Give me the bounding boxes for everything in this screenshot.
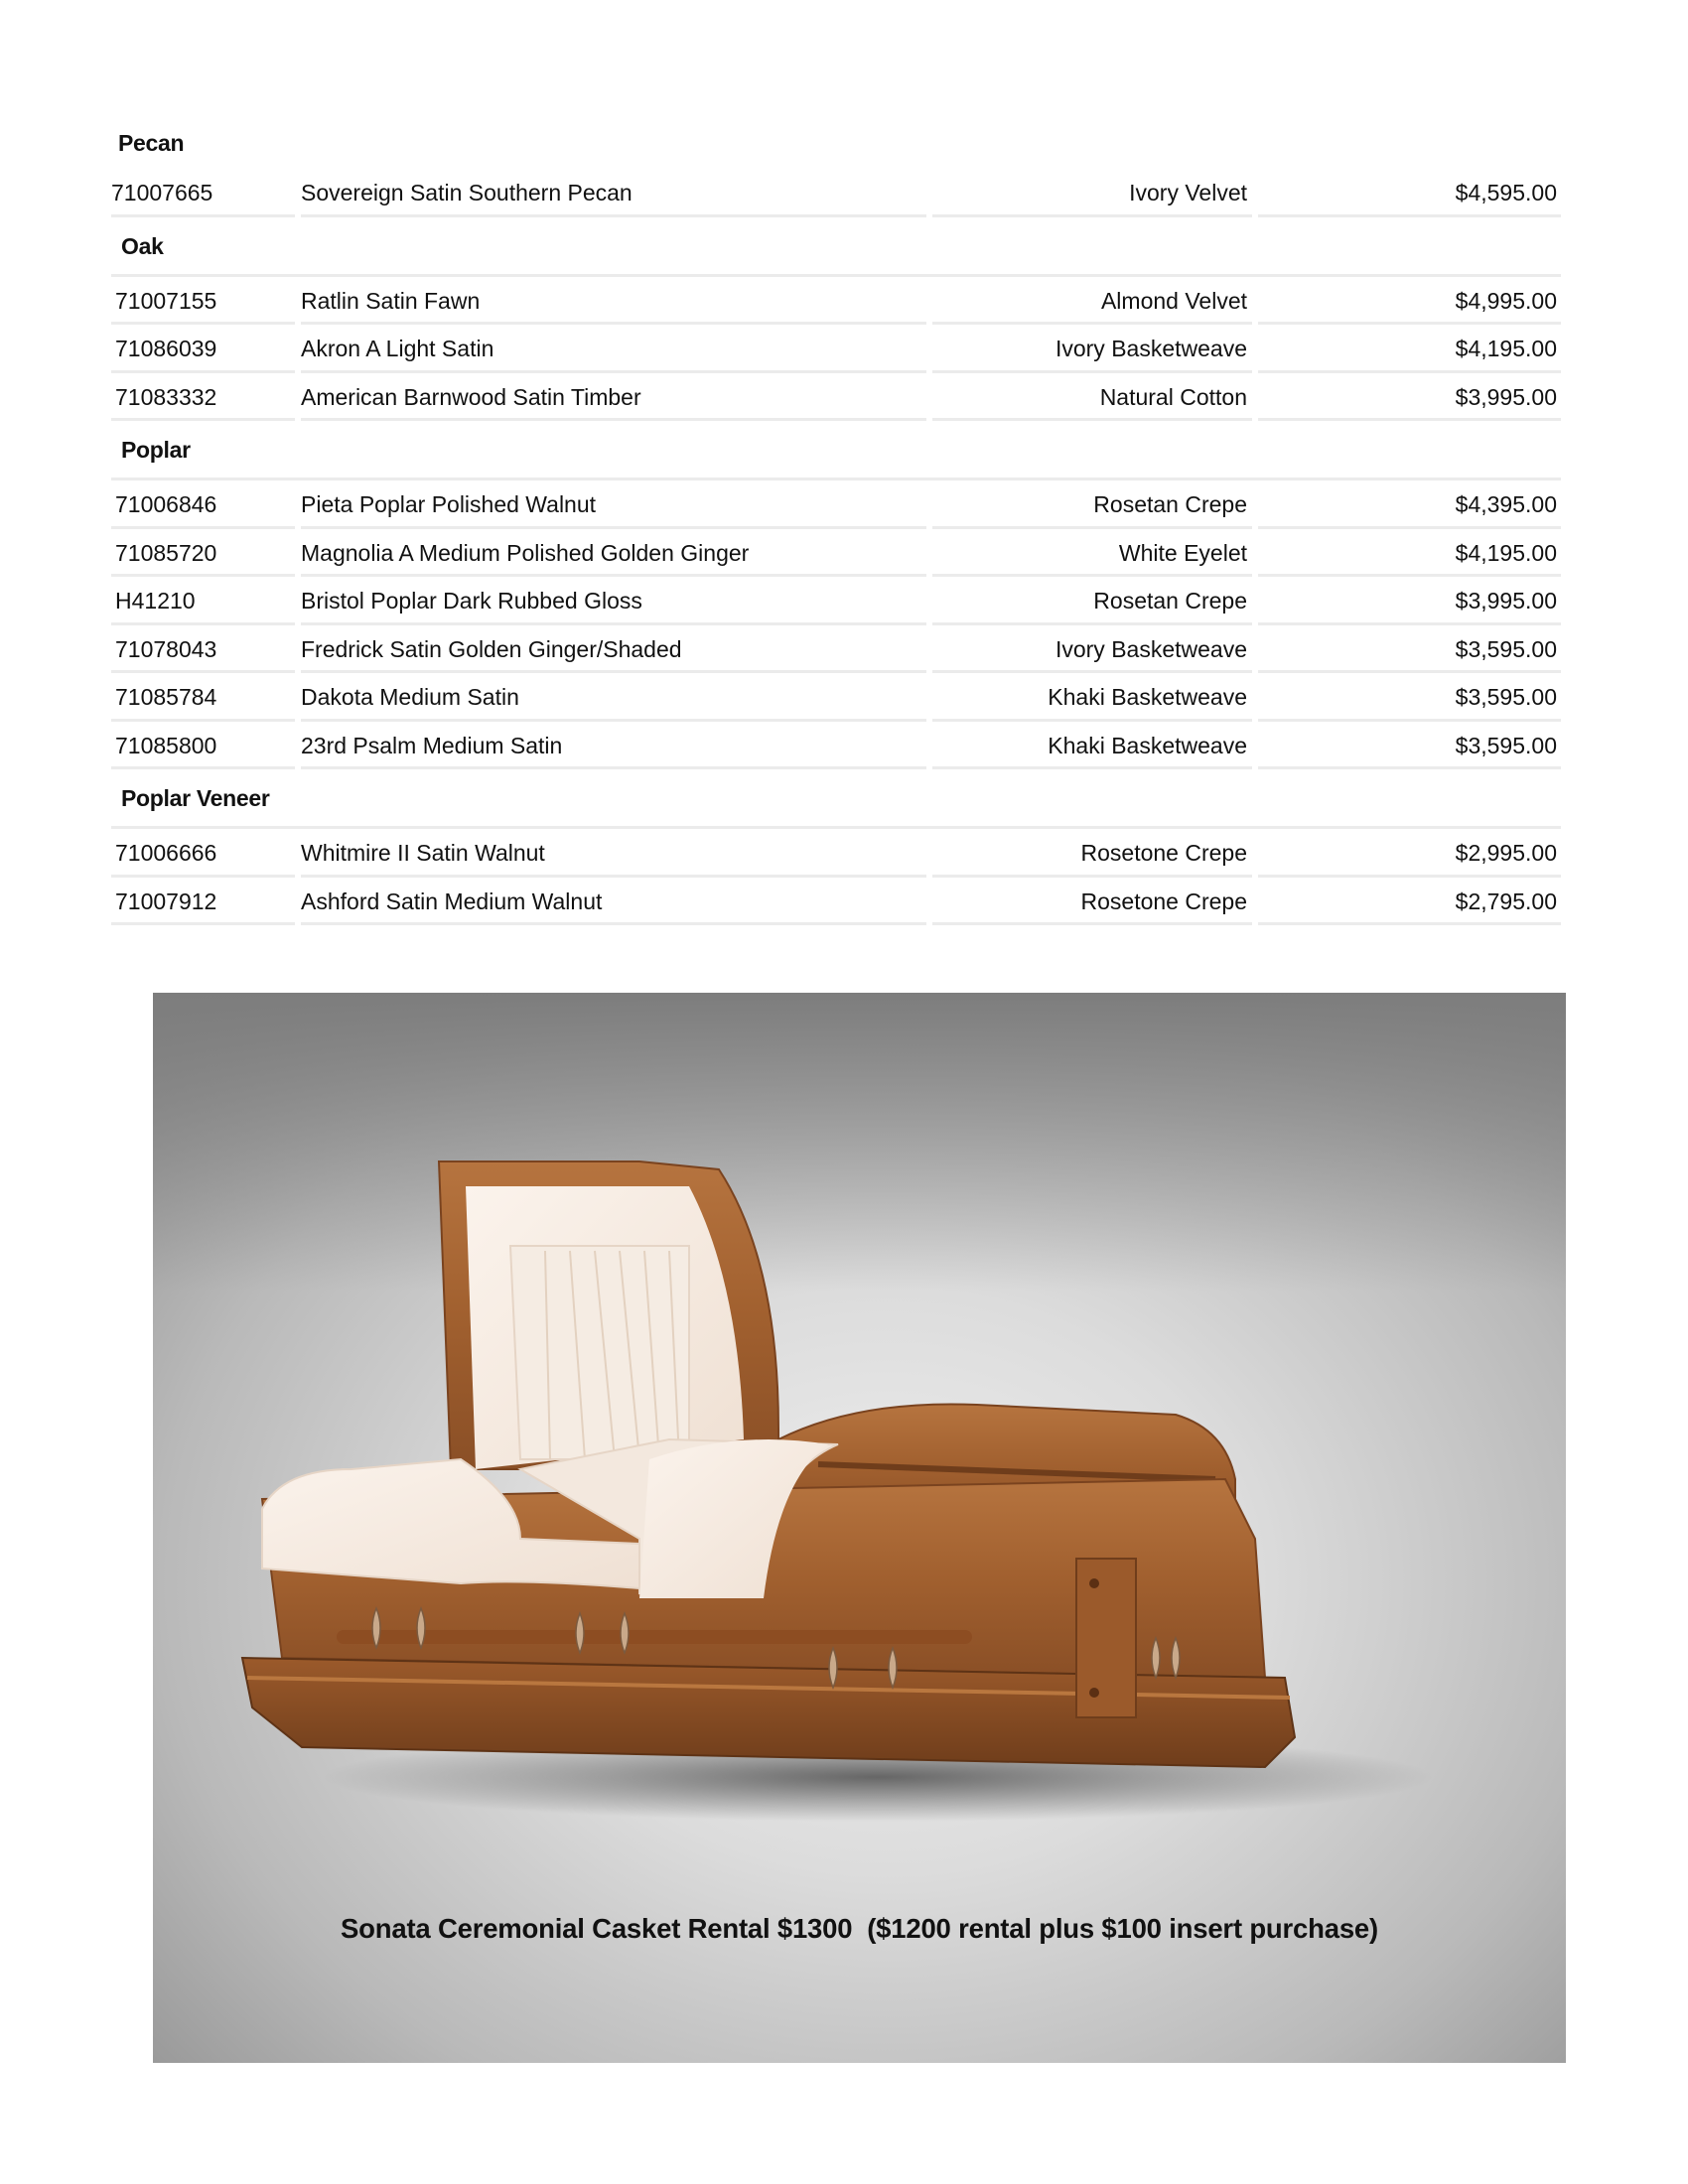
table-row (111, 673, 1561, 722)
product-code: 71083332 (111, 373, 295, 422)
casket-illustration (222, 1142, 1513, 1856)
product-name: 23rd Psalm Medium Satin (301, 722, 926, 770)
product-price: $4,195.00 (1258, 325, 1561, 373)
group-title: Pecan (118, 130, 185, 156)
product-code: 71007155 (111, 277, 295, 326)
product-name: Magnolia A Medium Polished Golden Ginger (301, 529, 926, 578)
product-code: 71007665 (111, 169, 295, 217)
product-code: 71085720 (111, 529, 295, 578)
product-code: 71085800 (111, 722, 295, 770)
product-name: Bristol Poplar Dark Rubbed Gloss (301, 577, 926, 625)
product-name: Fredrick Satin Golden Ginger/Shaded (301, 625, 926, 674)
group-title: Poplar Veneer (121, 785, 270, 811)
product-interior: Ivory Basketweave (932, 625, 1252, 674)
product-price: $2,995.00 (1258, 829, 1561, 878)
product-interior: Ivory Basketweave (932, 325, 1252, 373)
product-price: $3,595.00 (1258, 722, 1561, 770)
product-code: H41210 (111, 577, 295, 625)
product-interior: Ivory Velvet (932, 169, 1252, 217)
group-header-pecan (111, 117, 1561, 169)
table-row (111, 878, 1561, 926)
product-code: 71007912 (111, 878, 295, 926)
product-name: Whitmire II Satin Walnut (301, 829, 926, 878)
casket-price-table (111, 117, 1561, 925)
product-interior: Rosetan Crepe (932, 480, 1252, 529)
product-code: 71006666 (111, 829, 295, 878)
product-interior: Rosetan Crepe (932, 577, 1252, 625)
group-header-poplar-veneer (111, 769, 1561, 829)
product-name: Ratlin Satin Fawn (301, 277, 926, 326)
product-price: $2,795.00 (1258, 878, 1561, 926)
product-price: $4,595.00 (1258, 169, 1561, 217)
table-row (111, 169, 1561, 217)
product-interior: Rosetone Crepe (932, 878, 1252, 926)
table-row (111, 480, 1561, 529)
table-row (111, 829, 1561, 878)
table-row (111, 625, 1561, 674)
product-interior: Khaki Basketweave (932, 673, 1252, 722)
group-title: Oak (121, 232, 164, 259)
group-header-oak (111, 217, 1561, 277)
product-name: Akron A Light Satin (301, 325, 926, 373)
product-name: Sovereign Satin Southern Pecan (301, 169, 926, 217)
product-code: 71085784 (111, 673, 295, 722)
product-price: $3,995.00 (1258, 577, 1561, 625)
product-price: $3,595.00 (1258, 625, 1561, 674)
product-name: American Barnwood Satin Timber (301, 373, 926, 422)
table-row (111, 529, 1561, 578)
product-name: Pieta Poplar Polished Walnut (301, 480, 926, 529)
product-price: $3,595.00 (1258, 673, 1561, 722)
group-header-poplar (111, 421, 1561, 480)
product-code: 71086039 (111, 325, 295, 373)
table-row (111, 325, 1561, 373)
product-interior: White Eyelet (932, 529, 1252, 578)
feature-caption: Sonata Ceremonial Casket Rental $1300 ($1200 rental plus $100 insert purchase) (341, 1913, 1378, 1944)
product-interior: Natural Cotton (932, 373, 1252, 422)
product-code: 71006846 (111, 480, 295, 529)
table-row (111, 577, 1561, 625)
table-row (111, 277, 1561, 326)
product-interior: Almond Velvet (932, 277, 1252, 326)
product-price: $4,195.00 (1258, 529, 1561, 578)
table-row (111, 373, 1561, 422)
casket-photo (153, 993, 1566, 2063)
group-title: Poplar (121, 437, 191, 463)
product-name: Ashford Satin Medium Walnut (301, 878, 926, 926)
table-row (111, 722, 1561, 770)
product-name: Dakota Medium Satin (301, 673, 926, 722)
product-interior: Rosetone Crepe (932, 829, 1252, 878)
product-code: 71078043 (111, 625, 295, 674)
product-interior: Khaki Basketweave (932, 722, 1252, 770)
product-price: $4,995.00 (1258, 277, 1561, 326)
product-price: $4,395.00 (1258, 480, 1561, 529)
product-price: $3,995.00 (1258, 373, 1561, 422)
